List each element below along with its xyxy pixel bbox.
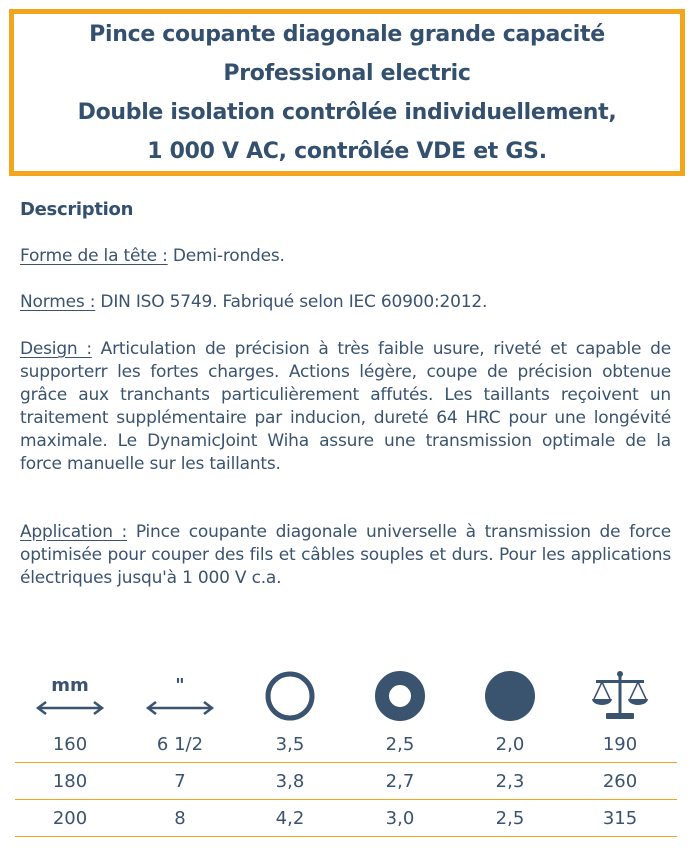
medium-wire-icon bbox=[373, 669, 427, 723]
cell-hard-wire: 2,0 bbox=[495, 734, 525, 755]
title-line-3: Double isolation contrôlée individuellement, bbox=[77, 99, 617, 125]
table-row bbox=[15, 763, 677, 800]
length-mm-icon bbox=[35, 671, 105, 721]
title-line-1: Pince coupante diagonale grande capacité bbox=[89, 21, 605, 47]
cell-medium-wire: 2,7 bbox=[385, 770, 415, 792]
cell-hard-wire: 2,3 bbox=[495, 770, 525, 792]
cell-length-inch: 6 1/2 bbox=[156, 734, 204, 755]
application-text: Pince coupante diagonale universelle à transmission de force optimisée pour couper des fils et câbles souples et durs. Pour les applications électriques jusqu'à 1 000 V c.a. bbox=[20, 522, 671, 588]
cell-length-inch: 7 bbox=[174, 770, 186, 792]
forme-paragraph bbox=[20, 245, 671, 268]
design-text: Articulation de précision à très faible usure, riveté et capable de supporterr les fortes charges. Actions légère, coupe de précision obtenue grâce aux tranchants particulièrement affutés. Les taillants reçoivent un traitement supplémentaire par inducion, dureté 64 HRC pour une longévité maximale. Le DynamicJoint Wiha assure une transmission optimale de la force manuelle sur les taillants. bbox=[20, 339, 671, 474]
cell-medium-wire: 2,5 bbox=[385, 734, 415, 755]
mm-unit-label: mm bbox=[51, 675, 89, 696]
inch-unit-label: " bbox=[175, 675, 185, 696]
cell-weight: 260 bbox=[602, 770, 638, 792]
weight-scale-icon bbox=[590, 669, 650, 723]
cell-medium-wire: 3,0 bbox=[385, 807, 415, 829]
cell-length-mm: 180 bbox=[52, 770, 88, 792]
design-paragraph bbox=[20, 338, 671, 476]
cell-soft-wire: 4,2 bbox=[275, 807, 305, 829]
hard-wire-icon bbox=[483, 669, 537, 723]
normes-paragraph bbox=[20, 291, 671, 314]
normes-label: Normes : bbox=[20, 292, 96, 312]
cell-length-mm: 160 bbox=[52, 734, 88, 755]
cell-hard-wire: 2,5 bbox=[495, 807, 525, 829]
cell-weight: 190 bbox=[602, 734, 638, 755]
cell-length-inch: 8 bbox=[174, 807, 186, 829]
forme-label: Forme de la tête : bbox=[20, 246, 168, 266]
normes-text: DIN ISO 5749. Fabriqué selon IEC 60900:2012. bbox=[95, 292, 488, 312]
application-paragraph bbox=[20, 521, 671, 590]
title-box bbox=[9, 9, 685, 176]
length-inch-icon bbox=[145, 671, 215, 721]
design-label: Design : bbox=[20, 339, 92, 359]
table-row bbox=[15, 800, 677, 837]
title-line-2: Professional electric bbox=[223, 60, 471, 86]
cell-weight: 315 bbox=[602, 807, 638, 829]
cell-length-mm: 200 bbox=[52, 807, 88, 829]
description-heading: Description bbox=[20, 199, 134, 220]
table-row bbox=[15, 727, 677, 763]
title-line-4: 1 000 V AC, contrôlée VDE et GS. bbox=[147, 138, 547, 164]
cell-soft-wire: 3,5 bbox=[275, 734, 305, 755]
specs-icon-row bbox=[15, 665, 677, 727]
specs-table bbox=[15, 665, 677, 837]
cell-soft-wire: 3,8 bbox=[275, 770, 305, 792]
soft-wire-icon bbox=[263, 669, 317, 723]
forme-text: Demi-rondes. bbox=[167, 246, 285, 266]
application-label: Application : bbox=[20, 522, 128, 542]
